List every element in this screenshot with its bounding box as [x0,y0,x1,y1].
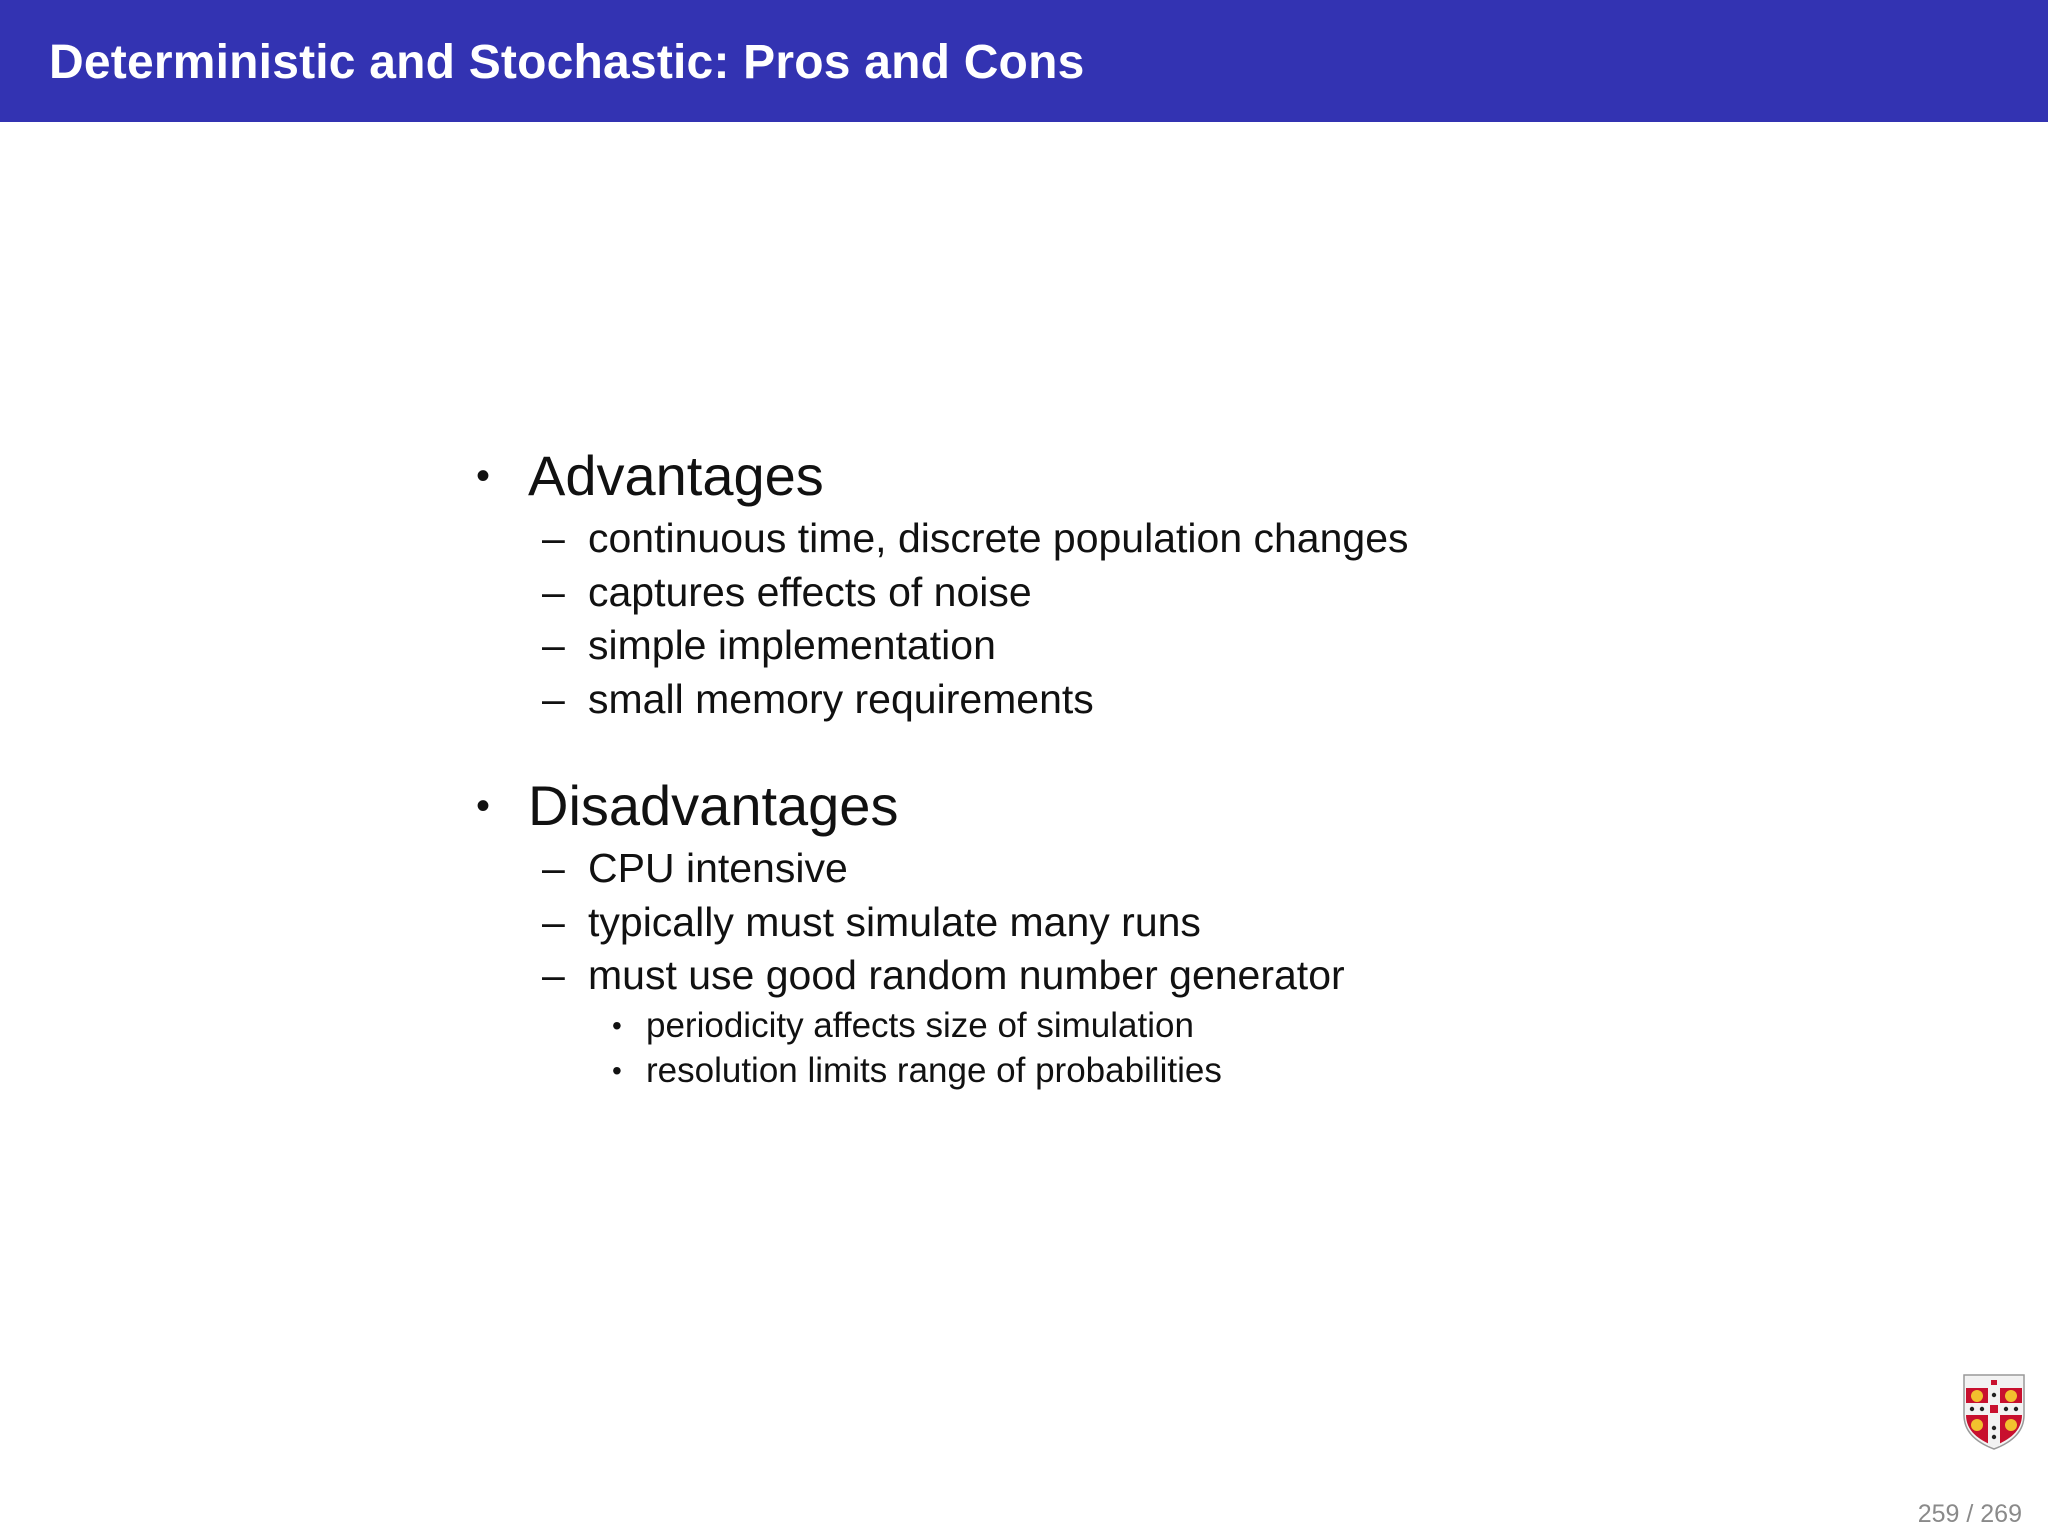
page-number: 259 / 269 [1917,1500,2022,1528]
list-item [470,896,1770,950]
disadvantages-heading: Disadvantages [528,774,899,837]
bullet-icon: • [612,1054,622,1086]
sub-list-item-text: periodicity affects size of simulation [646,1005,1194,1045]
list-item-text: small memory requirements [588,675,1094,722]
list-item-text: captures effects of noise [588,568,1032,615]
advantages-section [470,440,1770,726]
sub-list-item [470,1003,1770,1048]
list-item [470,619,1770,673]
dash-icon: – [542,898,565,945]
dash-icon: – [542,845,565,891]
dash-icon: – [542,675,565,722]
advantages-heading: Advantages [528,444,824,507]
sub-list-item-text: resolution limits range of probabilities [646,1050,1222,1090]
title-bar [0,0,2048,122]
list-item-text: simple implementation [588,622,996,668]
bullet-icon: • [612,1009,622,1041]
list-item [470,512,1770,566]
list-item [470,566,1770,620]
list-item [470,842,1770,896]
slide-content [470,440,1770,1093]
list-item-text: continuous time, discrete population changes [588,515,1409,561]
list-item-text: must use good random number generator [588,952,1345,998]
dash-icon: – [542,515,565,561]
list-item [470,673,1770,727]
dash-icon: – [542,622,565,668]
dash-icon: – [542,952,565,998]
slide-title: Deterministic and Stochastic: Pros and Cons [49,36,1085,89]
bullet-icon: • [476,454,491,498]
list-item-text: CPU intensive [588,845,848,891]
list-item [470,949,1770,1003]
disadvantages-section [470,770,1770,1093]
disadvantages-heading-row [470,770,1770,842]
advantages-heading-row [470,440,1770,512]
university-crest-icon [1962,1373,2026,1451]
dash-icon: – [542,568,565,615]
sub-list-item [470,1048,1770,1093]
list-item-text: typically must simulate many runs [588,898,1201,945]
bullet-icon: • [476,784,491,828]
